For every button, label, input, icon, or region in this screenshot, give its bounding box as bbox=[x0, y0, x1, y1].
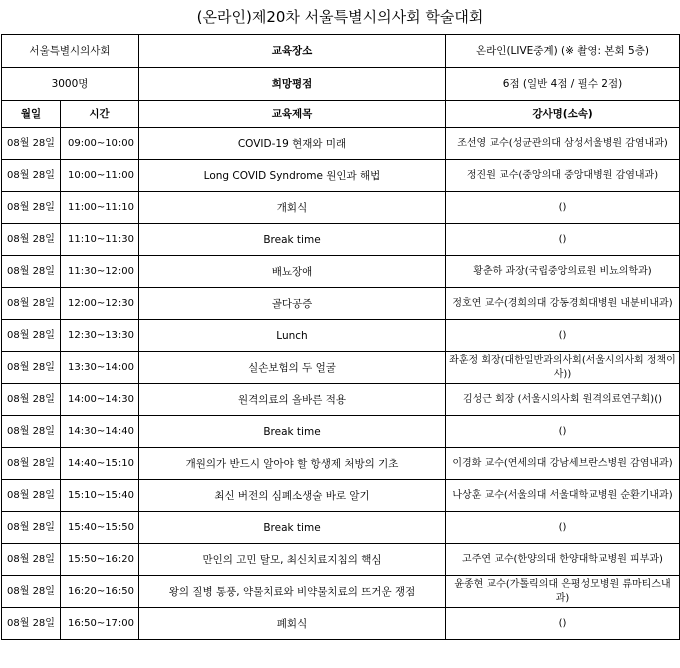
topic-cell: Break time bbox=[139, 224, 446, 256]
time-cell: 16:50~17:00 bbox=[61, 608, 139, 640]
speaker-cell: 정진원 교수(중앙의대 중앙대병원 감염내과) bbox=[446, 160, 680, 192]
topic-cell: COVID-19 현재와 미래 bbox=[139, 128, 446, 160]
speaker-cell: 황춘하 과장(국립중앙의료원 비뇨의학과) bbox=[446, 256, 680, 288]
time-cell: 15:50~16:20 bbox=[61, 544, 139, 576]
topic-cell: Break time bbox=[139, 416, 446, 448]
topic-cell: 만인의 고민 탈모, 최신치료지침의 핵심 bbox=[139, 544, 446, 576]
table-row bbox=[2, 448, 680, 480]
table-header-row bbox=[2, 101, 680, 128]
time-cell: 15:10~15:40 bbox=[61, 480, 139, 512]
date-cell: 08월 28일 bbox=[2, 288, 61, 320]
topic-cell: 골다공증 bbox=[139, 288, 446, 320]
topic-cell: 개원의가 반드시 알아야 할 항생제 처방의 기초 bbox=[139, 448, 446, 480]
date-cell: 08월 28일 bbox=[2, 352, 61, 384]
time-cell: 11:10~11:30 bbox=[61, 224, 139, 256]
time-cell: 14:30~14:40 bbox=[61, 416, 139, 448]
date-cell: 08월 28일 bbox=[2, 448, 61, 480]
date-cell: 08월 28일 bbox=[2, 608, 61, 640]
capacity-cell: 3000명 bbox=[2, 68, 139, 101]
credit-value: 6점 (일반 4점 / 필수 2점) bbox=[446, 68, 680, 101]
speaker-cell: 나상훈 교수(서울의대 서울대학교병원 순환기내과) bbox=[446, 480, 680, 512]
date-cell: 08월 28일 bbox=[2, 320, 61, 352]
schedule-table bbox=[1, 34, 680, 640]
speaker-cell: () bbox=[446, 320, 680, 352]
speaker-cell: 이경화 교수(연세의대 강남세브란스병원 감염내과) bbox=[446, 448, 680, 480]
table-row bbox=[2, 320, 680, 352]
speaker-cell: 좌훈정 회장(대한일반과의사회(서울시의사회 정책이사)) bbox=[446, 352, 680, 384]
topic-cell: 최신 버전의 심폐소생술 바로 알기 bbox=[139, 480, 446, 512]
topic-cell: 폐회식 bbox=[139, 608, 446, 640]
place-value: 온라인(LIVE중계) (※ 촬영: 본회 5층) bbox=[446, 35, 680, 68]
date-cell: 08월 28일 bbox=[2, 512, 61, 544]
table-row bbox=[2, 192, 680, 224]
topic-cell: 개회식 bbox=[139, 192, 446, 224]
date-cell: 08월 28일 bbox=[2, 416, 61, 448]
speaker-cell: 고주연 교수(한양의대 한양대학교병원 피부과) bbox=[446, 544, 680, 576]
speaker-cell: () bbox=[446, 608, 680, 640]
organizer-cell: 서울특별시의사회 bbox=[2, 35, 139, 68]
topic-cell: Long COVID Syndrome 원인과 해법 bbox=[139, 160, 446, 192]
time-cell: 10:00~11:00 bbox=[61, 160, 139, 192]
header-date: 월일 bbox=[2, 101, 61, 128]
header-speaker: 강사명(소속) bbox=[446, 101, 680, 128]
place-label: 교육장소 bbox=[139, 35, 446, 68]
table-row bbox=[2, 288, 680, 320]
schedule-body bbox=[2, 128, 680, 640]
time-cell: 09:00~10:00 bbox=[61, 128, 139, 160]
time-cell: 12:00~12:30 bbox=[61, 288, 139, 320]
time-cell: 12:30~13:30 bbox=[61, 320, 139, 352]
topic-cell: 배뇨장애 bbox=[139, 256, 446, 288]
date-cell: 08월 28일 bbox=[2, 160, 61, 192]
info-row-1 bbox=[2, 35, 680, 68]
date-cell: 08월 28일 bbox=[2, 576, 61, 608]
page-title: (온라인)제20차 서울특별시의사회 학술대회 bbox=[196, 8, 484, 26]
time-cell: 11:30~12:00 bbox=[61, 256, 139, 288]
credit-label: 희망평점 bbox=[139, 68, 446, 101]
table-row bbox=[2, 544, 680, 576]
time-cell: 11:00~11:10 bbox=[61, 192, 139, 224]
time-cell: 16:20~16:50 bbox=[61, 576, 139, 608]
table-row bbox=[2, 576, 680, 608]
info-row-2 bbox=[2, 68, 680, 101]
speaker-cell: () bbox=[446, 192, 680, 224]
speaker-cell: 조선영 교수(성균관의대 삼성서울병원 감염내과) bbox=[446, 128, 680, 160]
speaker-cell: () bbox=[446, 512, 680, 544]
date-cell: 08월 28일 bbox=[2, 480, 61, 512]
topic-cell: Lunch bbox=[139, 320, 446, 352]
time-cell: 14:00~14:30 bbox=[61, 384, 139, 416]
time-cell: 14:40~15:10 bbox=[61, 448, 139, 480]
header-time: 시간 bbox=[61, 101, 139, 128]
topic-cell: 왕의 질병 통풍, 약물치료와 비약물치료의 뜨거운 쟁점 bbox=[139, 576, 446, 608]
time-cell: 15:40~15:50 bbox=[61, 512, 139, 544]
date-cell: 08월 28일 bbox=[2, 192, 61, 224]
time-cell: 13:30~14:00 bbox=[61, 352, 139, 384]
date-cell: 08월 28일 bbox=[2, 224, 61, 256]
table-row bbox=[2, 480, 680, 512]
topic-cell: 실손보험의 두 얼굴 bbox=[139, 352, 446, 384]
speaker-cell: () bbox=[446, 416, 680, 448]
date-cell: 08월 28일 bbox=[2, 544, 61, 576]
speaker-cell: 정호연 교수(경희의대 강동경희대병원 내분비내과) bbox=[446, 288, 680, 320]
table-row bbox=[2, 512, 680, 544]
table-row bbox=[2, 416, 680, 448]
table-row bbox=[2, 256, 680, 288]
table-row bbox=[2, 224, 680, 256]
date-cell: 08월 28일 bbox=[2, 256, 61, 288]
topic-cell: Break time bbox=[139, 512, 446, 544]
speaker-cell: 김성근 회장 (서울시의사회 원격의료연구회)() bbox=[446, 384, 680, 416]
table-row bbox=[2, 384, 680, 416]
table-row bbox=[2, 160, 680, 192]
date-cell: 08월 28일 bbox=[2, 384, 61, 416]
table-row bbox=[2, 608, 680, 640]
speaker-cell: 윤종현 교수(가톨릭의대 은평성모병원 류마티스내과) bbox=[446, 576, 680, 608]
topic-cell: 원격의료의 올바른 적용 bbox=[139, 384, 446, 416]
header-topic: 교육제목 bbox=[139, 101, 446, 128]
table-row bbox=[2, 352, 680, 384]
table-row bbox=[2, 128, 680, 160]
date-cell: 08월 28일 bbox=[2, 128, 61, 160]
speaker-cell: () bbox=[446, 224, 680, 256]
